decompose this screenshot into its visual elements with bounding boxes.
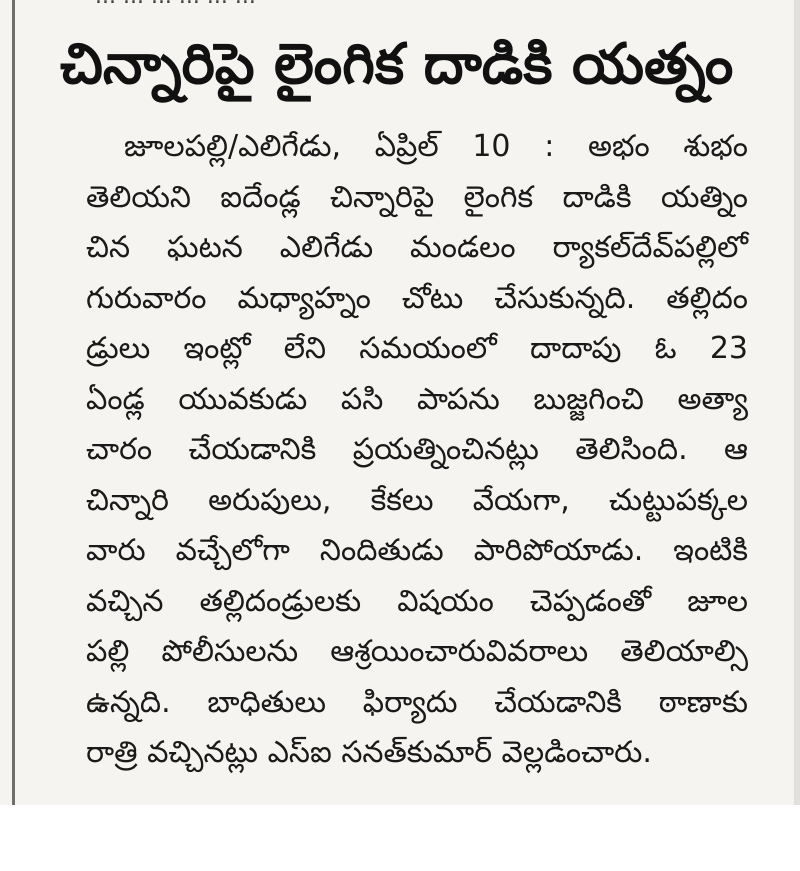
article-line-6: ఏండ్ల యువకుడు పసి పాపను బుజ్జగించి అత్యా <box>86 381 748 417</box>
article-line-12: ఉన్నది. బాధితులు ఫిర్యాదు చేయడానికి ఠాణాకు <box>86 684 748 720</box>
adjacent-column-edge <box>794 0 800 805</box>
article-line-11: పల్లి పోలీసులను ఆశ్రయించారువివరాలు తెలియాల్సి <box>86 634 748 669</box>
article-line-2: తెలియని ఐదేండ్ల చిన్నారిపై లైంగిక దాడికి యత్నిం <box>86 179 748 215</box>
headline: చిన్నారిపై లైంగిక దాడికి యత్నం <box>60 32 734 97</box>
column-divider <box>12 0 15 805</box>
article-line-9: వారు వచ్చేలోగా నిందితుడు పారిపోయాడు. ఇంటికి <box>86 533 748 568</box>
article-body <box>86 122 748 779</box>
article-line-4: గురువారం మధ్యాహ్నం చోటు చేసుకున్నది. తల్లిదం <box>86 280 748 316</box>
cut-off-previous-line <box>95 0 705 8</box>
article-line-7: చారం చేయడానికి ప్రయత్నించినట్లు తెలిసింది. ఆ <box>86 432 748 467</box>
article-line-10: వచ్చిన తల్లిదండ్రులకు విషయం చెప్పడంతో జూల <box>86 583 748 619</box>
article-line-1: జూలపల్లి/ఎలిగేడు, ఏప్రిల్ 10 : అభం శుభం <box>124 129 748 164</box>
article-line-3: చిన ఘటన ఎలిగేడు మండలం ర్యాకల్‌దేవ్‌పల్లిలో <box>86 230 748 265</box>
article-line-8: చిన్నారి అరుపులు, కేకలు వేయగా, చుట్టుపక్కల <box>86 482 748 518</box>
article-line-5: డ్రులు ఇంట్లో లేని సమయంలో దాదాపు ఓ 23 <box>86 331 748 366</box>
article-line-13: రాత్రి వచ్చినట్లు ఎస్ఐ సనత్‌కుమార్ వెల్లడించారు. <box>86 735 652 770</box>
